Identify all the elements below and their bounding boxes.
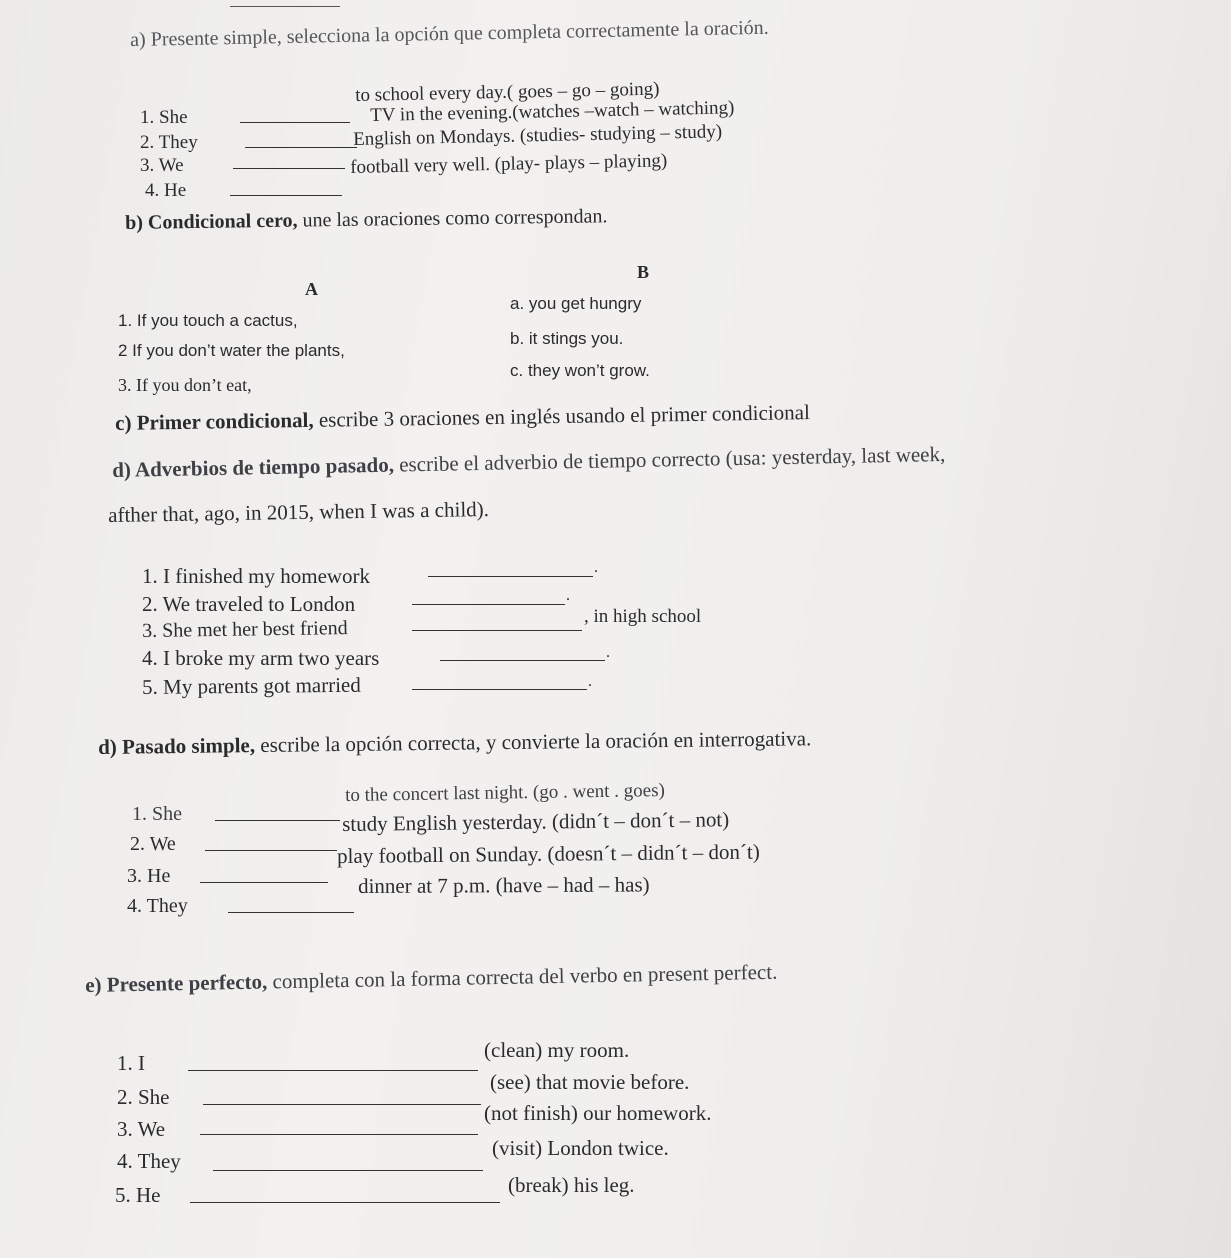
perfect-item-2-subject: 2. She bbox=[117, 1085, 170, 1109]
section-a-item-2-subject: 2. They bbox=[140, 132, 198, 153]
section-a-item-1-blank[interactable] bbox=[240, 122, 350, 123]
section-d1-heading-line2: afther that, ago, in 2015, when I was a child). bbox=[107, 497, 490, 527]
adverb-item-3-text: 3. She met her best friend bbox=[141, 617, 348, 642]
section-d2-heading-rest: escribe la opción correcta, y convierte la oración en interrogativa. bbox=[260, 726, 812, 758]
section-a-item-3-text: English on Mondays. (studies- studying – study) bbox=[352, 121, 723, 150]
past-item-1-subject: 1. She bbox=[132, 803, 182, 825]
section-a-item-2-text: TV in the evening.(watches –watch – watching) bbox=[369, 97, 735, 126]
left-clause-2: 2 If you don’t water the plants, bbox=[118, 341, 345, 360]
section-e-heading-bold: e) Presente perfecto, bbox=[84, 969, 268, 997]
adverb-item-1-end: . bbox=[594, 559, 598, 576]
section-a-item-3-blank[interactable] bbox=[233, 168, 345, 169]
perfect-item-4-subject: 4. They bbox=[117, 1149, 181, 1173]
right-clause-a: a. you get hungry bbox=[510, 294, 642, 313]
section-a-item-4-blank[interactable] bbox=[230, 195, 342, 196]
name-line bbox=[230, 6, 340, 7]
section-e-heading bbox=[84, 959, 778, 997]
adverb-item-1-text: 1. I finished my homework bbox=[142, 564, 371, 588]
right-clause-c: c. they won’t grow. bbox=[510, 361, 650, 380]
perfect-item-5-subject: 5. He bbox=[115, 1183, 161, 1207]
adverb-item-4-blank[interactable] bbox=[440, 660, 605, 661]
section-b-heading-bold: b) Condicional cero, bbox=[124, 209, 298, 234]
section-a-item-1-text: to school every day.( goes – go – going) bbox=[354, 78, 660, 106]
perfect-item-2-text: (see) that movie before. bbox=[490, 1070, 690, 1094]
right-clause-b: b. it stings you. bbox=[510, 329, 624, 348]
left-clause-3: 3. If you don’t eat, bbox=[118, 375, 252, 395]
section-d2-heading bbox=[98, 728, 811, 758]
section-d1-heading bbox=[112, 444, 945, 481]
section-a-heading: a) Presente simple, selecciona la opción que completa correctamente la oración. bbox=[129, 16, 769, 51]
section-a-item-3-subject: 3. We bbox=[140, 155, 184, 176]
left-clause-1: 1. If you touch a cactus, bbox=[118, 311, 298, 330]
column-b-label: B bbox=[637, 262, 650, 282]
past-item-2-text: study English yesterday. (didn´t – don´t – not) bbox=[341, 807, 730, 836]
past-item-3-text: play football on Sunday. (doesn´t – didn´t – don´t) bbox=[336, 839, 760, 868]
past-item-1-blank[interactable] bbox=[215, 820, 340, 821]
adverb-item-5-blank[interactable] bbox=[412, 689, 587, 690]
section-a-item-4-subject: 4. He bbox=[145, 180, 187, 201]
adverb-item-4-text: 4. I broke my arm two years bbox=[142, 646, 380, 670]
perfect-item-5-blank[interactable] bbox=[190, 1202, 500, 1203]
section-c-heading bbox=[115, 402, 810, 434]
section-a-item-1-subject: 1. She bbox=[140, 107, 188, 128]
perfect-item-1-subject: 1. I bbox=[117, 1051, 145, 1075]
section-e-heading-rest: completa con la forma correcta del verbo en present perfect. bbox=[272, 959, 778, 994]
adverb-item-3-end: , in high school bbox=[584, 606, 702, 627]
past-item-4-text: dinner at 7 p.m. (have – had – has) bbox=[357, 872, 650, 898]
section-c-heading-bold: c) Primer condicional, bbox=[114, 407, 314, 435]
past-item-1-text: to the concert last night. (go . went . goes) bbox=[344, 779, 666, 806]
past-item-2-blank[interactable] bbox=[205, 850, 337, 851]
section-c-heading-rest: escribe 3 oraciones en inglés usando el primer condicional bbox=[318, 400, 811, 432]
section-d1-heading-bold: d) Adverbios de tiempo pasado, bbox=[111, 452, 395, 482]
past-item-3-subject: 3. He bbox=[127, 865, 171, 887]
section-b-heading-rest: une las oraciones como correspondan. bbox=[302, 205, 608, 232]
perfect-item-1-blank[interactable] bbox=[188, 1070, 478, 1071]
perfect-item-3-subject: 3. We bbox=[117, 1117, 166, 1141]
past-item-3-blank[interactable] bbox=[200, 882, 328, 883]
adverb-item-5-end: . bbox=[588, 673, 592, 690]
past-item-4-subject: 4. They bbox=[127, 895, 188, 917]
adverb-item-5-text: 5. My parents got married bbox=[141, 672, 361, 699]
perfect-item-5-text: (break) his leg. bbox=[508, 1173, 635, 1197]
perfect-item-4-text: (visit) London twice. bbox=[492, 1136, 669, 1160]
perfect-item-3-blank[interactable] bbox=[200, 1134, 478, 1135]
section-b-heading bbox=[125, 206, 608, 233]
perfect-item-2-blank[interactable] bbox=[203, 1104, 481, 1105]
perfect-item-3-text: (not finish) our homework. bbox=[484, 1101, 712, 1125]
past-item-4-blank[interactable] bbox=[228, 912, 354, 913]
adverb-item-2-end: . bbox=[566, 587, 570, 604]
column-a-label: A bbox=[305, 279, 318, 299]
adverb-item-1-blank[interactable] bbox=[428, 576, 593, 577]
adverb-item-3-blank[interactable] bbox=[412, 630, 582, 631]
section-d1-heading-rest: escribe el adverbio de tiempo correcto (usa: yesterday, last week, bbox=[398, 442, 946, 477]
past-item-2-subject: 2. We bbox=[130, 833, 176, 855]
perfect-item-1-text: (clean) my room. bbox=[484, 1038, 630, 1062]
adverb-item-4-end: . bbox=[606, 644, 610, 661]
adverb-item-2-text: 2. We traveled to London bbox=[142, 592, 356, 616]
section-d2-heading-bold: d) Pasado simple, bbox=[97, 733, 256, 759]
section-a-item-4-text: football very well. (play- plays – playing) bbox=[349, 150, 668, 178]
perfect-item-4-blank[interactable] bbox=[213, 1170, 483, 1171]
section-a-item-2-blank[interactable] bbox=[245, 147, 357, 148]
adverb-item-2-blank[interactable] bbox=[412, 604, 565, 605]
